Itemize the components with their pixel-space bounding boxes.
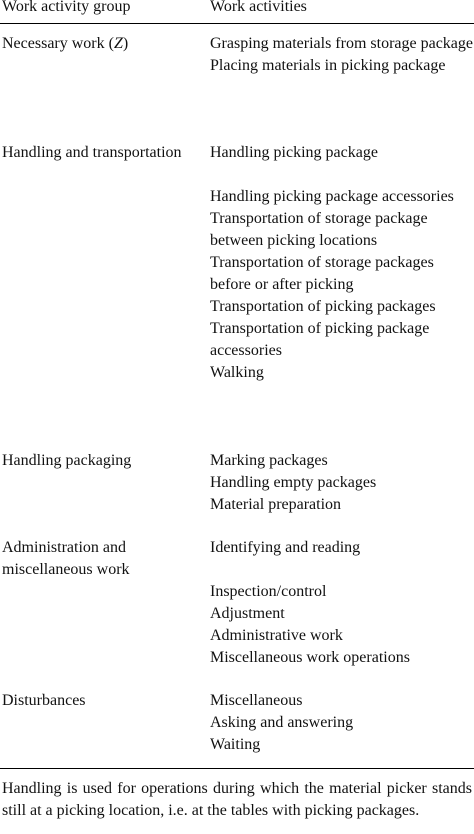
list-item: Grasping materials from storage package	[210, 35, 474, 52]
list-item: Waiting	[210, 736, 261, 753]
activity-list	[210, 537, 474, 669]
list-item: Handling empty packages	[210, 474, 377, 491]
group-name-necessary-work: Necessary work (Z)	[2, 35, 129, 52]
header-work-activity-group: Work activity group	[2, 0, 131, 15]
list-item: Material preparation	[210, 496, 342, 513]
list-item: Miscellaneous	[210, 692, 303, 709]
list-item: Handling picking package accessories	[210, 188, 454, 205]
list-item: Marking packages	[210, 452, 328, 469]
list-item: Asking and answering	[210, 714, 354, 731]
group-name-handling-transportation: Handling and transportation	[2, 144, 182, 161]
footer-rule	[0, 768, 474, 769]
list-item: Transportation of picking package accessories	[210, 320, 430, 359]
list-item: Handling picking package	[210, 144, 378, 161]
list-item: Transportation of storage package between picking locations	[210, 210, 428, 249]
activity-list	[210, 142, 474, 384]
group-name-disturbances: Disturbances	[2, 692, 86, 709]
list-item: Miscellaneous work operations	[210, 649, 410, 666]
table-footnote: Handling is used for operations during which the material picker stands still at a picking location, i.e. at the tables with picking packages.	[2, 780, 472, 819]
list-item: Transportation of storage packages before or after picking	[210, 254, 434, 293]
group-name-handling-packaging: Handling packaging	[2, 452, 132, 469]
header-work-activities: Work activities	[210, 0, 307, 15]
list-item: Adjustment	[210, 605, 285, 622]
header-rule	[0, 23, 474, 24]
list-item: Identifying and reading	[210, 539, 361, 556]
group-name-administration: Administration and miscellaneous work	[2, 539, 130, 578]
list-item: Inspection/control	[210, 583, 327, 600]
list-item: Placing materials in picking package	[210, 57, 446, 74]
activity-list	[210, 690, 474, 756]
list-item: Walking	[210, 364, 264, 381]
activity-list	[210, 33, 474, 77]
list-item: Administrative work	[210, 627, 343, 644]
list-item: Transportation of picking packages	[210, 298, 436, 315]
activity-list	[210, 450, 474, 516]
